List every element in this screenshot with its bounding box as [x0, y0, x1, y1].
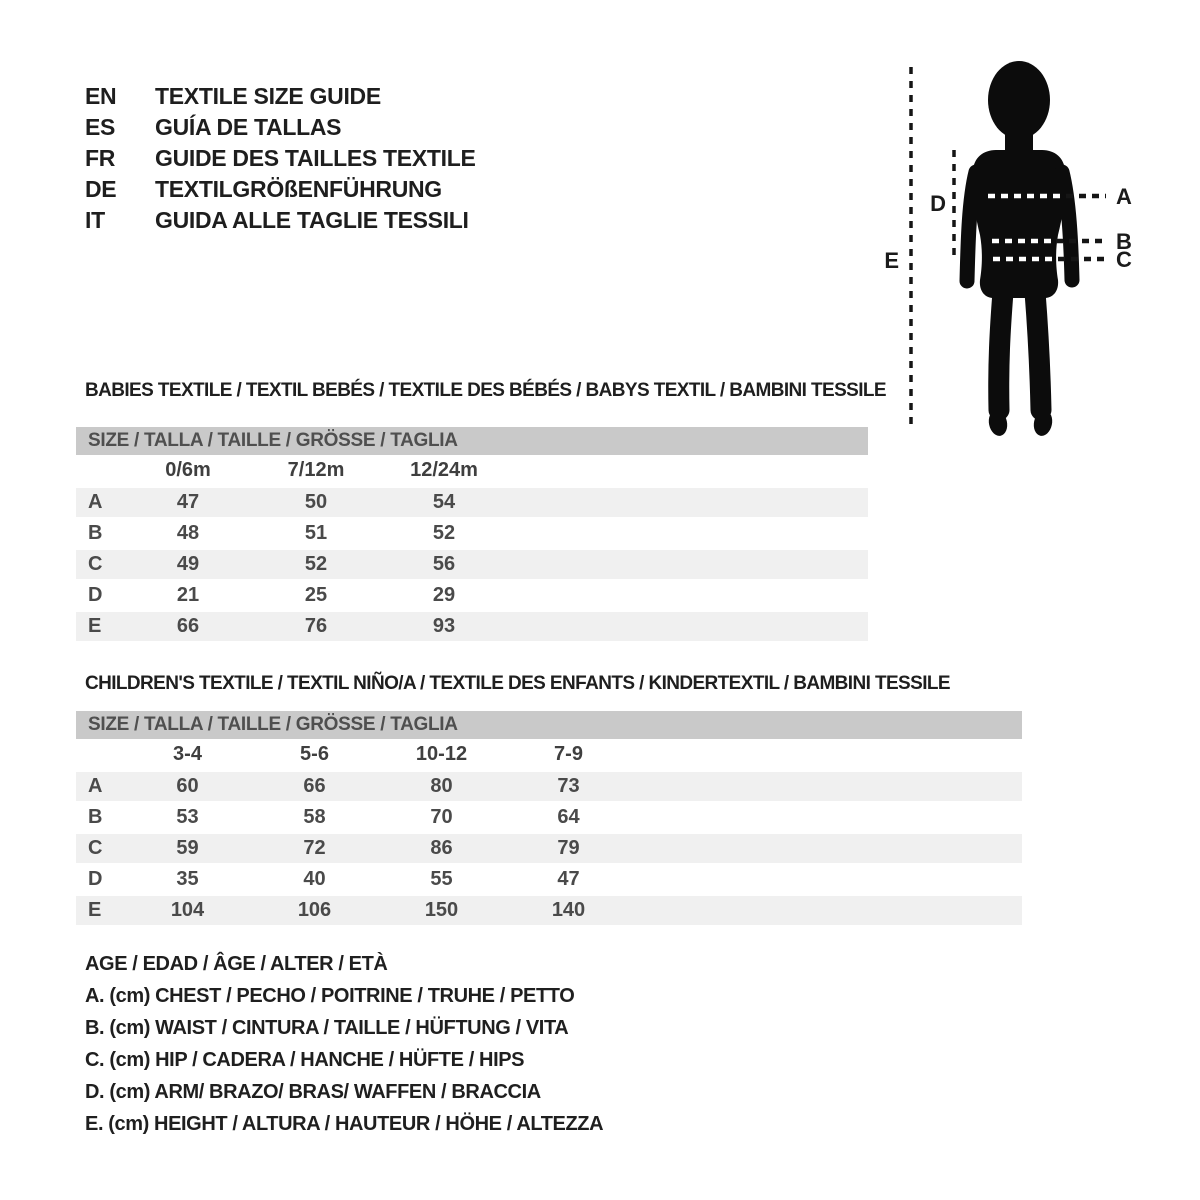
children-section-heading: CHILDREN'S TEXTILE / TEXTIL NIÑO/A / TEXTILE DES ENFANTS / KINDERTEXTIL / BAMBINI TESSILE [85, 673, 950, 694]
table-cell: 58 [303, 806, 326, 828]
table-cell: 35 [176, 868, 199, 890]
language-list [85, 81, 476, 236]
table-row [76, 865, 1022, 894]
children-size-table [76, 711, 1022, 925]
table-cell: 49 [176, 553, 200, 575]
table-cell: 76 [304, 615, 328, 637]
legend-line-arm: D. (cm) ARM/ BRAZO/ BRAS/ WAFFEN / BRACCIA [85, 1081, 541, 1103]
table-cell: 29 [432, 584, 456, 606]
row-label: D [88, 584, 103, 606]
column-header: 3-4 [173, 743, 202, 765]
table-cell: 106 [297, 899, 332, 921]
empty-corner-cell [76, 455, 124, 486]
child-measurement-diagram [860, 48, 1170, 448]
language-row-it [85, 205, 476, 236]
language-label: GUÍA DE TALLAS [155, 114, 342, 140]
language-label: GUIDA ALLE TAGLIE TESSILI [155, 207, 469, 233]
table-cell: 53 [176, 806, 199, 828]
table-cell: 40 [303, 868, 326, 890]
table-cell: 104 [170, 899, 205, 921]
table-cell: 47 [557, 868, 580, 890]
language-row-en [85, 81, 476, 112]
legend-line-chest: A. (cm) CHEST / PECHO / POITRINE / TRUHE / PETTO [85, 985, 575, 1007]
language-label: TEXTILE SIZE GUIDE [155, 83, 381, 109]
babies-section-heading: BABIES TEXTILE / TEXTIL BEBÉS / TEXTILE DES BÉBÉS / BABYS TEXTIL / BAMBINI TESSILE [85, 380, 886, 401]
table-cell: 80 [430, 775, 453, 797]
table-row [76, 834, 1022, 863]
row-label: E [88, 899, 102, 921]
table-row [76, 550, 868, 579]
table-cell: 25 [304, 584, 328, 606]
row-label: B [88, 522, 103, 544]
measurement-legend [85, 948, 603, 1140]
figure-label-d: D [930, 191, 946, 216]
babies-column-header-row [76, 455, 868, 486]
figure-label-b: B [1116, 229, 1132, 254]
language-code: DE [85, 176, 117, 202]
child-silhouette-icon [967, 61, 1072, 438]
table-row [76, 803, 1022, 832]
table-cell: 59 [176, 837, 199, 859]
row-label: D [88, 868, 103, 890]
legend-line-age: AGE / EDAD / ÂGE / ALTER / ETÀ [85, 953, 388, 975]
table-row [76, 581, 868, 610]
table-cell: 60 [176, 775, 199, 797]
language-code: IT [85, 207, 105, 233]
table-cell: 66 [176, 615, 200, 637]
table-cell: 86 [430, 837, 453, 859]
language-code: EN [85, 83, 117, 109]
figure-label-e: E [884, 248, 899, 273]
row-label: A [88, 775, 103, 797]
table-cell: 64 [557, 806, 580, 828]
language-row-de [85, 174, 476, 205]
empty-corner-cell [76, 739, 124, 770]
table-cell: 51 [304, 522, 328, 544]
row-label: A [88, 491, 103, 513]
figure-label-c: C [1116, 247, 1132, 272]
babies-size-table [76, 427, 868, 641]
table-row [76, 612, 868, 641]
legend-line-hip: C. (cm) HIP / CADERA / HANCHE / HÜFTE / HIPS [85, 1049, 525, 1071]
table-cell: 66 [303, 775, 326, 797]
figure-label-a: A [1116, 184, 1132, 209]
table-cell: 93 [432, 615, 456, 637]
table-cell: 54 [432, 491, 456, 513]
row-label: B [88, 806, 103, 828]
table-cell: 140 [551, 899, 586, 921]
language-code: FR [85, 145, 116, 171]
column-header: 7/12m [287, 459, 345, 481]
table-cell: 150 [424, 899, 459, 921]
children-column-header-row [76, 739, 1022, 770]
language-row-fr [85, 143, 476, 174]
column-header: 0/6m [165, 459, 211, 481]
table-cell: 50 [304, 491, 328, 513]
table-cell: 52 [304, 553, 328, 575]
table-cell: 70 [430, 806, 453, 828]
language-code: ES [85, 114, 116, 140]
column-header: 12/24m [410, 459, 478, 481]
legend-line-waist: B. (cm) WAIST / CINTURA / TAILLE / HÜFTUNG / VITA [85, 1017, 569, 1039]
table-cell: 56 [432, 553, 456, 575]
table-cell: 21 [176, 584, 200, 606]
table-row [76, 519, 868, 548]
table-cell: 47 [176, 491, 200, 513]
table-cell: 73 [557, 775, 580, 797]
row-label: C [88, 553, 103, 575]
table-cell: 79 [557, 837, 580, 859]
row-label: C [88, 837, 103, 859]
size-header-bar: SIZE / TALLA / TAILLE / GRÖSSE / TAGLIA [76, 711, 1022, 739]
table-cell: 52 [432, 522, 456, 544]
table-row [76, 772, 1022, 801]
language-label: GUIDE DES TAILLES TEXTILE [155, 145, 476, 171]
column-header: 10-12 [415, 743, 468, 765]
language-row-es [85, 112, 476, 143]
language-label: TEXTILGRÖßENFÜHRUNG [155, 176, 442, 202]
legend-line-height: E. (cm) HEIGHT / ALTURA / HAUTEUR / HÖHE / ALTEZZA [85, 1113, 604, 1135]
table-cell: 55 [430, 868, 453, 890]
table-cell: 48 [176, 522, 200, 544]
size-header-bar: SIZE / TALLA / TAILLE / GRÖSSE / TAGLIA [76, 427, 868, 455]
table-row [76, 488, 868, 517]
table-cell: 72 [303, 837, 326, 859]
row-label: E [88, 615, 102, 637]
column-header: 5-6 [300, 743, 329, 765]
table-row [76, 896, 1022, 925]
column-header: 7-9 [554, 743, 583, 765]
